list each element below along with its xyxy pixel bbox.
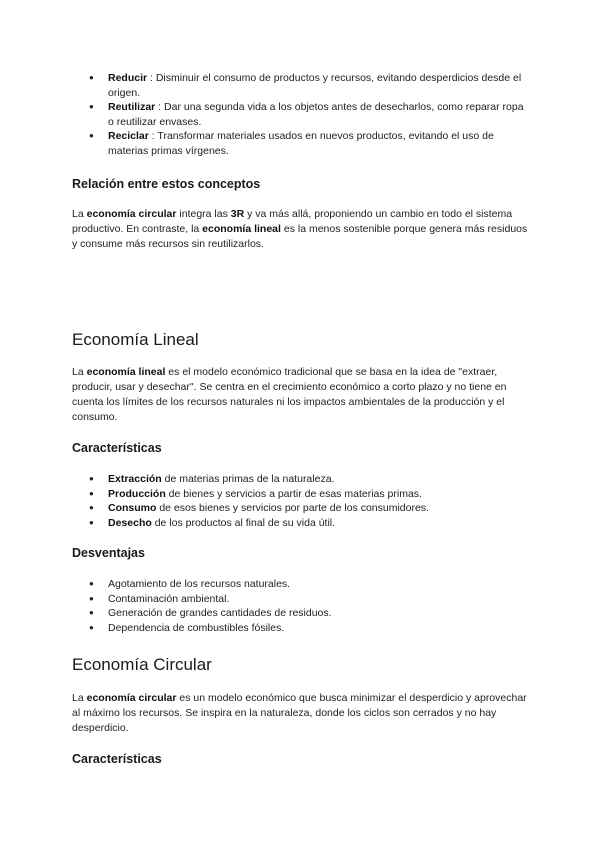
- list-item: ● Extracción de materias primas de la naturaleza.: [72, 472, 532, 487]
- lineal-desventajas-section: [72, 545, 532, 561]
- list-item-reducir: ● Reducir : Disminuir el consumo de productos y recursos, evitando desperdicios desde el origen.: [72, 71, 532, 100]
- list-item: ● Dependencia de combustibles fósiles.: [72, 621, 532, 636]
- lineal-paragraph: La economía lineal es el modelo económico tradicional que se basa en la idea de "extraer, producir, usar y desechar". Se centra en el crecimiento económico a corto plazo y no tiene en cuenta los límites de los recursos naturales ni los impactos ambientales de la producción y el consumo.: [72, 366, 507, 423]
- lineal-caracteristicas-heading: Características: [72, 441, 162, 455]
- lineal-heading: Economía Lineal: [72, 330, 199, 349]
- relacion-section: [72, 176, 532, 192]
- lineal-caracteristicas-section: [72, 440, 532, 456]
- circular-paragraph: La economía circular es un modelo económico que busca minimizar el desperdicio y aprovechar al máximo los recursos. Se inspira en la naturaleza, donde los ciclos son cerrados y no hay desperdicio.: [72, 692, 527, 734]
- relacion-paragraph: La economía circular integra las 3R y va más allá, proponiendo un cambio en todo el sistema productivo. En contraste, la economía lineal es la menos sostenible porque genera más residuos y consume más recursos sin reutilizarlos.: [72, 208, 528, 250]
- list-item: ● Desecho de los productos al final de su vida útil.: [72, 516, 532, 531]
- relacion-body: [72, 207, 532, 252]
- circular-caracteristicas-section: [72, 751, 532, 767]
- lineal-caracteristicas-body: [72, 472, 532, 530]
- r3-section: [72, 71, 532, 158]
- list-item: ● Contaminación ambiental.: [72, 592, 532, 607]
- list-item: ● Agotamiento de los recursos naturales.: [72, 577, 532, 592]
- circular-section: [72, 655, 532, 675]
- relacion-heading: Relación entre estos conceptos: [72, 177, 261, 191]
- lineal-desventajas-heading: Desventajas: [72, 546, 145, 560]
- lineal-body: [72, 365, 532, 425]
- lineal-section: [72, 330, 532, 350]
- circular-body: [72, 691, 532, 736]
- r3-list: [72, 71, 532, 158]
- list-item: ● Consumo de esos bienes y servicios por parte de los consumidores.: [72, 501, 532, 516]
- circular-caracteristicas-heading: Características: [72, 752, 162, 766]
- list-item: ● Producción de bienes y servicios a partir de esas materias primas.: [72, 487, 532, 502]
- lineal-caracteristicas-list: [72, 472, 532, 530]
- circular-heading: Economía Circular: [72, 655, 212, 674]
- list-item-reutilizar: ● Reutilizar : Dar una segunda vida a los objetos antes de desecharlos, como reparar ropa o reutilizar envases.: [72, 100, 532, 129]
- list-item-reciclar: ● Reciclar : Transformar materiales usados en nuevos productos, evitando el uso de materias primas vírgenes.: [72, 129, 532, 158]
- list-item: ● Generación de grandes cantidades de residuos.: [72, 606, 532, 621]
- lineal-desventajas-body: [72, 577, 532, 635]
- lineal-desventajas-list: [72, 577, 532, 635]
